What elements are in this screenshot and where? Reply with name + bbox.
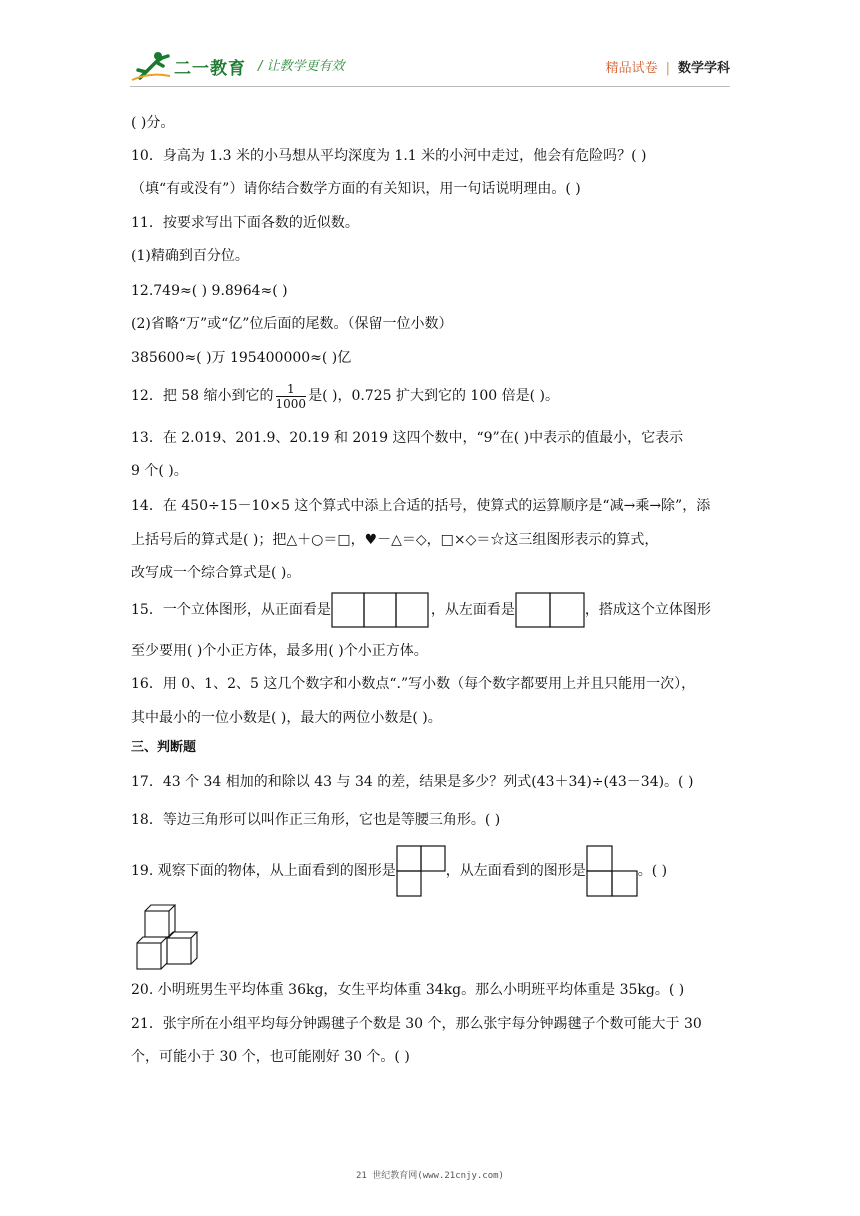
header-separator: | [665, 61, 670, 76]
text-line: ( )分。 [131, 115, 175, 131]
page-footer: 21 世纪教育网(www.21cnjy.com) [356, 1171, 504, 1181]
question-15-line-2: 至少要用( )个小正方体，最多用( )个小正方体。 [131, 643, 428, 659]
question-10-line-1: 10．身高为 1.3 米的小马想从平均深度为 1.1 米的小河中走过，他会有危险吗？( ) [131, 148, 647, 164]
question-15-line-1 [131, 592, 711, 628]
fraction-numerator: 1 [276, 382, 307, 397]
logo-text: 二一教育 [174, 58, 246, 79]
question-19-prefix: 19. 观察下面的物体，从上面看到的图形是 [131, 863, 396, 879]
question-11: 11．按要求写出下面各数的近似数。 [131, 215, 359, 231]
front-view-figure [331, 592, 431, 628]
question-19 [131, 844, 667, 898]
question-16-line-1: 16．用 0、1、2、5 这几个数字和小数点“.”写小数（每个数字都要用上并且只能用一次）， [131, 676, 696, 692]
question-21-line-2: 个，可能小于 30 个，也可能刚好 30 个。( ) [131, 1049, 410, 1065]
question-19-middle: ，从左面看到的图形是 [445, 863, 586, 879]
question-12 [131, 377, 559, 415]
header-divider [130, 86, 730, 87]
top-view-figure [396, 845, 446, 897]
page-header [130, 40, 730, 90]
cube-stack-figure [133, 902, 205, 972]
logo [130, 48, 246, 84]
question-14-line-3: 改写成一个综合算式是( )。 [131, 565, 301, 581]
question-20: 20. 小明班男生平均体重 36kg，女生平均体重 34kg。那么小明班平均体重是 35kg。( ) [131, 982, 685, 998]
header-label-premium: 精品试卷 [605, 61, 658, 76]
question-14-line-1: 14．在 450÷15－10×5 这个算式中添上合适的括号，使算式的运算顺序是“减→乘→除”，添 [131, 498, 711, 514]
question-14-line-2: 上括号后的算式是( )；把△＋○＝□，♥－△＝◇，□×◇＝☆这三组图形表示的算式， [131, 532, 659, 548]
question-13-line-2: 9 个( )。 [131, 463, 188, 479]
header-right [606, 57, 730, 76]
question-21-line-1: 21．张宇所在小组平均每分钟踢毽子个数是 30 个，那么张宇每分钟踢毽子个数可能大于 30 [131, 1016, 702, 1032]
question-19-suffix: 。( ) [637, 863, 668, 879]
question-11-part-1: (1)精确到百分位。 [131, 248, 249, 264]
question-12-suffix: 是( )，0.725 扩大到它的 100 倍是( )。 [308, 388, 559, 404]
fraction-denominator: 1000 [275, 396, 307, 411]
question-11-part-2-values: 385600≈( )万 195400000≈( )亿 [131, 350, 352, 366]
question-10-line-2: （填“有或没有”）请你结合数学方面的有关知识，用一句话说明理由。( ) [131, 181, 581, 197]
question-11-part-2: (2)省略“万”或“亿”位后面的尾数。（保留一位小数） [131, 316, 453, 332]
fraction [276, 382, 307, 411]
runner-logo-icon [130, 50, 172, 82]
question-18: 18．等边三角形可以叫作正三角形，它也是等腰三角形。( ) [131, 812, 501, 828]
question-16-line-2: 其中最小的一位小数是( )，最大的两位小数是( )。 [131, 710, 442, 726]
question-15-suffix: ，搭成这个立体图形 [584, 602, 711, 618]
question-17: 17．43 个 34 相加的和除以 43 与 34 的差，结果是多少？列式(43＋34)÷(43－34)。( ) [131, 774, 694, 790]
left-view-figure-2 [586, 845, 638, 897]
question-15-prefix: 15．一个立体图形，从正面看是 [131, 602, 331, 618]
slogan: / 让教学更有效 [258, 59, 345, 74]
header-label-subject: 数学学科 [677, 61, 730, 76]
question-13-line-1: 13．在 2.019、201.9、20.19 和 2019 这四个数中，“9”在( )中表示的值最小，它表示 [131, 430, 684, 446]
question-15-middle: ，从左面看是 [430, 602, 515, 618]
left-view-figure [515, 592, 585, 628]
question-12-prefix: 12．把 58 缩小到它的 [131, 388, 274, 404]
question-11-part-1-values: 12.749≈( ) 9.8964≈( ) [131, 283, 288, 299]
section-heading: 三、判断题 [131, 740, 197, 755]
